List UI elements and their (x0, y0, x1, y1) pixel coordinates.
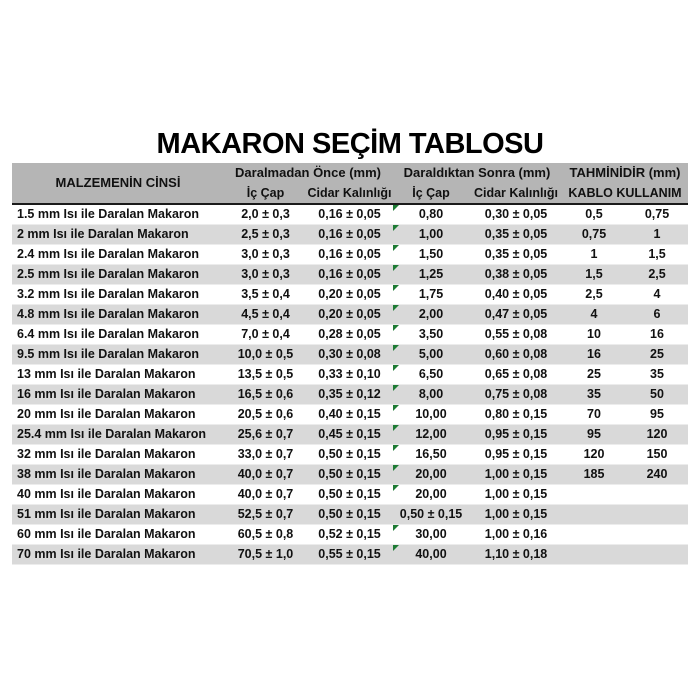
value-cell: 1,00 ± 0,15 (484, 487, 548, 501)
value-cell: 10,00 (392, 405, 470, 425)
value-cell: 0,80 ± 0,15 (484, 407, 548, 421)
value-cell: 0,16 ± 0,05 (318, 267, 381, 281)
value-cell: 10 (587, 327, 601, 341)
value-cell: 0,75 (581, 227, 607, 241)
value-cell: 70 (587, 407, 601, 421)
value-cell: 0,75 ± 0,08 (484, 387, 548, 401)
error-flag-icon (393, 385, 399, 391)
material-cell: 32 mm Isı ile Daralan Makaron (17, 447, 196, 461)
material-cell: 2 mm Isı ile Daralan Makaron (17, 227, 189, 241)
value-cell: 2,5 ± 0,3 (241, 227, 290, 241)
value-cell: 0,50 ± 0,15 (318, 507, 381, 521)
value-cell: 0,40 ± 0,05 (484, 287, 548, 301)
table-row (12, 405, 688, 425)
value-cell: 16,50 (392, 445, 470, 465)
material-cell: 2.4 mm Isı ile Daralan Makaron (17, 247, 200, 261)
value-cell (626, 525, 688, 545)
value-cell: 0,30 ± 0,08 (318, 347, 381, 361)
value-cell: 0,95 ± 0,15 (484, 427, 548, 441)
value-cell (562, 545, 626, 565)
value-cell: 0,95 ± 0,15 (484, 447, 548, 461)
material-cell: 38 mm Isı ile Daralan Makaron (17, 467, 196, 481)
value-cell: 20,5 ± 0,6 (237, 407, 294, 421)
value-cell: 2,0 ± 0,3 (241, 207, 290, 221)
value-cell: 95 (650, 407, 664, 421)
table-row (12, 385, 688, 405)
value-cell: 0,40 ± 0,15 (318, 407, 381, 421)
value-cell: 0,60 ± 0,08 (484, 347, 548, 361)
value-cell: 35 (587, 387, 601, 401)
value-cell: 1,00 (392, 225, 470, 245)
value-cell: 0,50 ± 0,15 (318, 487, 381, 501)
table-row (12, 204, 688, 225)
material-cell: 16 mm Isı ile Daralan Makaron (17, 387, 196, 401)
value-cell: 0,28 ± 0,05 (318, 327, 381, 341)
value-cell: 0,52 ± 0,15 (318, 527, 381, 541)
table-row (12, 265, 688, 285)
value-cell: 0,16 ± 0,05 (318, 247, 381, 261)
value-cell: 2,00 (392, 305, 470, 325)
value-cell: 3,5 ± 0,4 (241, 287, 290, 301)
value-cell: 4 (653, 287, 661, 301)
value-cell: 25,6 ± 0,7 (237, 427, 294, 441)
header-after-ic-cap: İç Çap (392, 183, 470, 204)
value-cell: 0,50 ± 0,15 (318, 467, 381, 481)
error-flag-icon (393, 225, 399, 231)
value-cell: 35 (650, 367, 664, 381)
table-row (12, 505, 688, 525)
material-cell: 25.4 mm Isı ile Daralan Makaron (17, 427, 206, 441)
value-cell: 2,5 (648, 267, 666, 281)
material-cell: 1.5 mm Isı ile Daralan Makaron (17, 207, 200, 221)
table-row (12, 305, 688, 325)
value-cell: 0,55 ± 0,15 (318, 547, 381, 561)
value-cell: 50 (650, 387, 664, 401)
value-cell: 0,5 (585, 207, 603, 221)
error-flag-icon (393, 485, 399, 491)
value-cell: 0,50 ± 0,15 (318, 447, 381, 461)
value-cell: 0,35 ± 0,05 (484, 227, 548, 241)
value-cell: 1 (590, 247, 598, 261)
material-cell: 70 mm Isı ile Daralan Makaron (17, 547, 196, 561)
header-after-group: Daraldıktan Sonra (mm) (392, 163, 562, 183)
value-cell: 0,45 ± 0,15 (318, 427, 381, 441)
error-flag-icon (393, 425, 399, 431)
table-row (12, 365, 688, 385)
value-cell: 1,25 (392, 265, 470, 285)
value-cell: 3,50 (392, 325, 470, 345)
value-cell: 33,0 ± 0,7 (237, 447, 294, 461)
table-row (12, 525, 688, 545)
error-flag-icon (393, 405, 399, 411)
error-flag-icon (393, 365, 399, 371)
value-cell: 5,00 (392, 345, 470, 365)
value-cell: 40,0 ± 0,7 (237, 467, 294, 481)
header-kablo: KABLO KULLANIM (562, 183, 688, 204)
material-cell: 60 mm Isı ile Daralan Makaron (17, 527, 196, 541)
value-cell: 0,35 ± 0,05 (484, 247, 548, 261)
value-cell (626, 485, 688, 505)
value-cell: 20,00 (392, 485, 470, 505)
error-flag-icon (393, 525, 399, 531)
value-cell: 0,16 ± 0,05 (318, 207, 381, 221)
table-header-group-row (12, 163, 688, 183)
value-cell: 0,47 ± 0,05 (484, 307, 548, 321)
value-cell: 13,5 ± 0,5 (237, 367, 294, 381)
value-cell: 0,38 ± 0,05 (484, 267, 548, 281)
value-cell: 0,20 ± 0,05 (318, 287, 381, 301)
table-row (12, 485, 688, 505)
table-row (12, 325, 688, 345)
value-cell: 0,55 ± 0,08 (484, 327, 548, 341)
material-cell: 2.5 mm Isı ile Daralan Makaron (17, 267, 200, 281)
material-cell: 40 mm Isı ile Daralan Makaron (17, 487, 196, 501)
value-cell: 30,00 (392, 525, 470, 545)
value-cell: 4 (590, 307, 598, 321)
header-before-ic-cap: İç Çap (224, 183, 307, 204)
value-cell: 25 (650, 347, 664, 361)
material-cell: 20 mm Isı ile Daralan Makaron (17, 407, 196, 421)
value-cell: 6,50 (392, 365, 470, 385)
table-body (12, 204, 688, 565)
value-cell: 52,5 ± 0,7 (237, 507, 294, 521)
value-cell: 1,75 (392, 285, 470, 305)
material-cell: 13 mm Isı ile Daralan Makaron (17, 367, 196, 381)
material-cell: 9.5 mm Isı ile Daralan Makaron (17, 347, 200, 361)
value-cell: 25 (587, 367, 601, 381)
table-row (12, 425, 688, 445)
value-cell: 0,50 ± 0,15 (399, 507, 463, 521)
value-cell: 20,00 (392, 465, 470, 485)
value-cell: 1,5 (585, 267, 603, 281)
value-cell: 12,00 (392, 425, 470, 445)
value-cell: 1,00 ± 0,15 (484, 507, 548, 521)
value-cell: 0,65 ± 0,08 (484, 367, 548, 381)
error-flag-icon (393, 465, 399, 471)
value-cell: 185 (583, 467, 605, 481)
value-cell: 0,80 (392, 204, 470, 225)
value-cell: 16,5 ± 0,6 (237, 387, 294, 401)
value-cell: 0,20 ± 0,05 (318, 307, 381, 321)
page-title: MAKARON SEÇİM TABLOSU (156, 128, 544, 160)
value-cell: 0,35 ± 0,12 (318, 387, 381, 401)
value-cell: 60,5 ± 0,8 (237, 527, 294, 541)
value-cell: 1,50 (392, 245, 470, 265)
value-cell: 1,5 (648, 247, 666, 261)
table-row (12, 545, 688, 565)
material-cell: 6.4 mm Isı ile Daralan Makaron (17, 327, 200, 341)
value-cell: 3,0 ± 0,3 (241, 267, 290, 281)
value-cell: 3,0 ± 0,3 (241, 247, 290, 261)
table-row (12, 245, 688, 265)
value-cell: 8,00 (392, 385, 470, 405)
value-cell: 10,0 ± 0,5 (237, 347, 294, 361)
error-flag-icon (393, 345, 399, 351)
table-row (12, 445, 688, 465)
table-row (12, 465, 688, 485)
material-cell: 4.8 mm Isı ile Daralan Makaron (17, 307, 200, 321)
value-cell: 4,5 ± 0,4 (241, 307, 290, 321)
value-cell (562, 505, 626, 525)
makaron-selection-table (12, 163, 688, 565)
error-flag-icon (393, 245, 399, 251)
value-cell: 1 (653, 227, 661, 241)
value-cell: 1,00 ± 0,15 (484, 467, 548, 481)
error-flag-icon (393, 285, 399, 291)
error-flag-icon (393, 445, 399, 451)
material-cell: 51 mm Isı ile Daralan Makaron (17, 507, 196, 521)
value-cell (626, 505, 688, 525)
value-cell: 40,0 ± 0,7 (237, 487, 294, 501)
value-cell: 1,10 ± 0,18 (484, 547, 548, 561)
header-before-cidar: Cidar Kalınlığı (307, 183, 392, 204)
value-cell (626, 545, 688, 565)
value-cell: 120 (646, 427, 668, 441)
error-flag-icon (393, 265, 399, 271)
value-cell: 150 (646, 447, 668, 461)
value-cell (562, 485, 626, 505)
header-material: MALZEMENİN CİNSİ (12, 163, 224, 204)
error-flag-icon (393, 545, 399, 551)
value-cell: 240 (646, 467, 668, 481)
material-cell: 3.2 mm Isı ile Daralan Makaron (17, 287, 200, 301)
value-cell: 16 (650, 327, 664, 341)
value-cell: 2,5 (585, 287, 603, 301)
value-cell: 16 (587, 347, 601, 361)
header-estimate-group: TAHMİNİDİR (mm) (562, 163, 688, 183)
value-cell (562, 525, 626, 545)
table-row (12, 285, 688, 305)
value-cell: 0,75 (644, 207, 670, 221)
table-header (12, 163, 688, 204)
header-before-group: Daralmadan Önce (mm) (224, 163, 392, 183)
value-cell: 70,5 ± 1,0 (237, 547, 294, 561)
error-flag-icon (393, 325, 399, 331)
table-row (12, 225, 688, 245)
value-cell: 120 (583, 447, 605, 461)
value-cell: 6 (653, 307, 661, 321)
value-cell: 95 (587, 427, 601, 441)
value-cell: 7,0 ± 0,4 (241, 327, 290, 341)
value-cell: 1,00 ± 0,16 (484, 527, 548, 541)
value-cell: 0,30 ± 0,05 (484, 207, 548, 221)
table-row (12, 345, 688, 365)
error-flag-icon (393, 305, 399, 311)
value-cell: 40,00 (392, 545, 470, 565)
value-cell: 0,16 ± 0,05 (318, 227, 381, 241)
header-after-cidar: Cidar Kalınlığı (470, 183, 562, 204)
value-cell: 0,33 ± 0,10 (318, 367, 381, 381)
error-flag-icon (393, 205, 399, 211)
